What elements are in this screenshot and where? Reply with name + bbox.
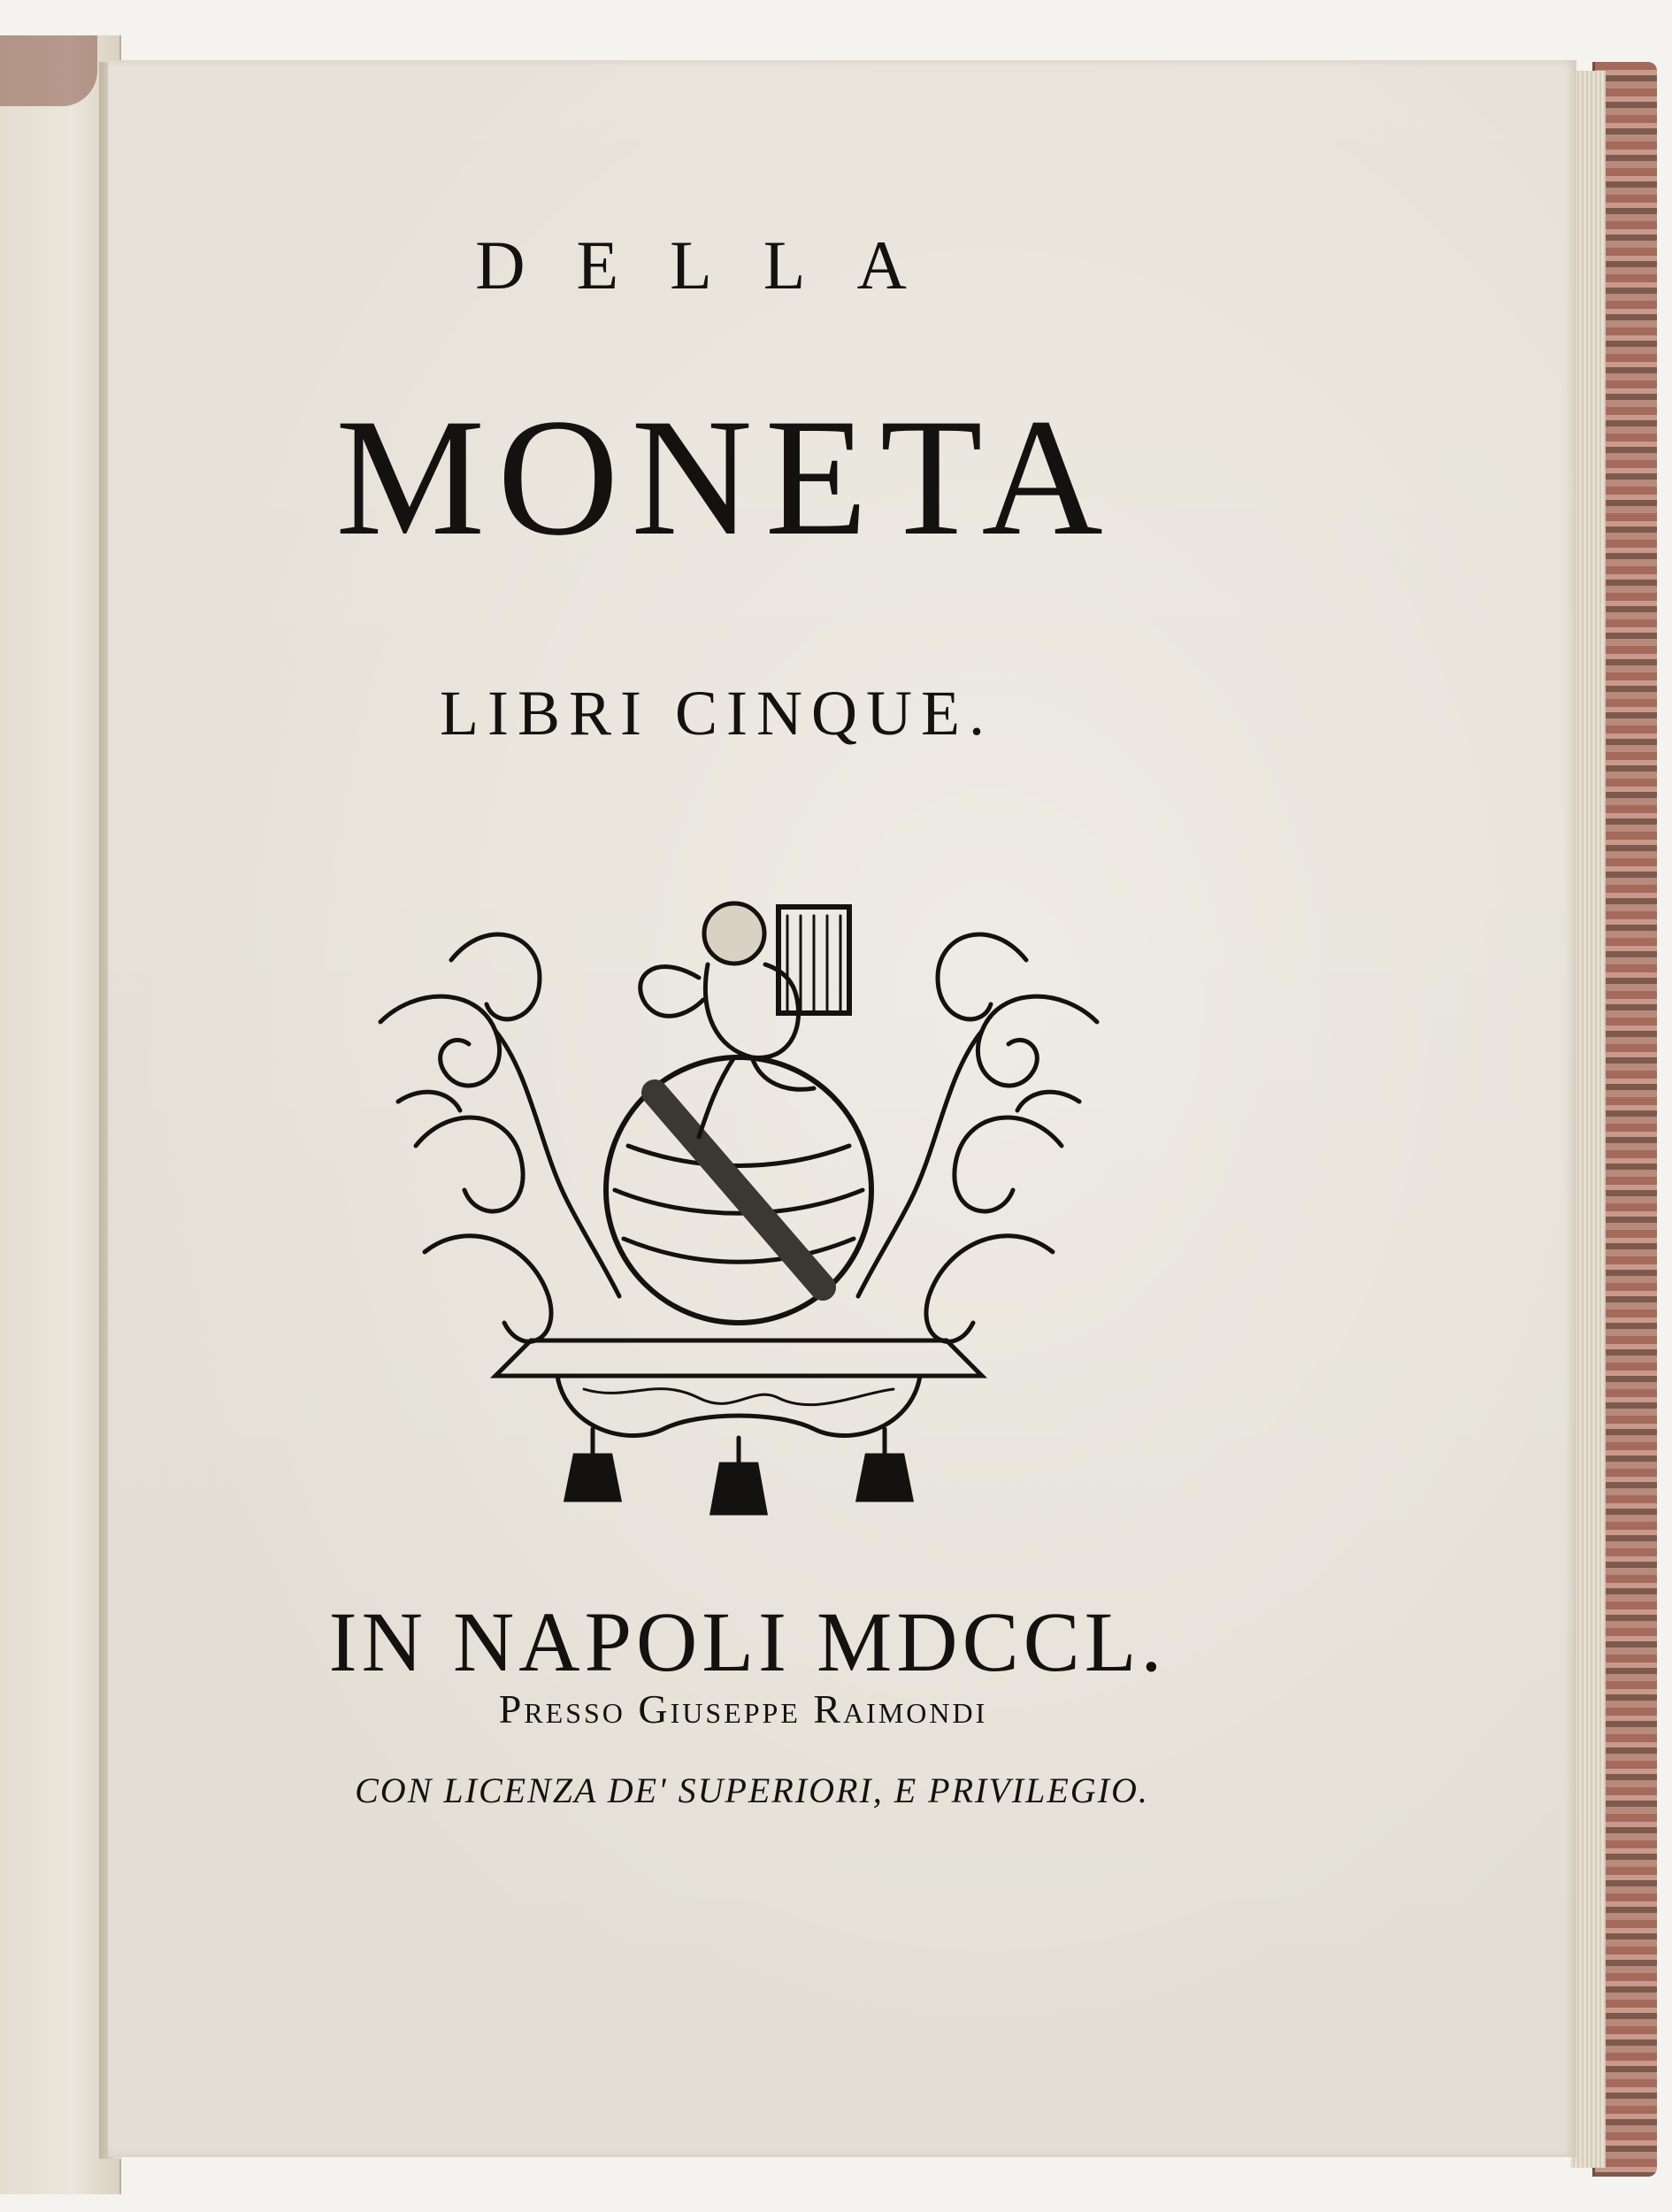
imprint-license: CON LICENZA DE' SUPERIORI, E PRIVILEGIO. <box>355 1770 1149 1810</box>
binding-fragment <box>0 35 97 106</box>
printers-device-putto-on-globe-icon <box>363 880 1115 1517</box>
title-line-moneta: MONETA <box>335 385 1116 571</box>
subtitle: LIBRI CINQUE. <box>440 678 993 749</box>
title-line-della: DELLA <box>475 227 958 303</box>
imprint-city-date: IN NAPOLI MDCCL. <box>328 1594 1167 1689</box>
imprint-printer: Presso Giuseppe Raimondi <box>498 1686 988 1732</box>
